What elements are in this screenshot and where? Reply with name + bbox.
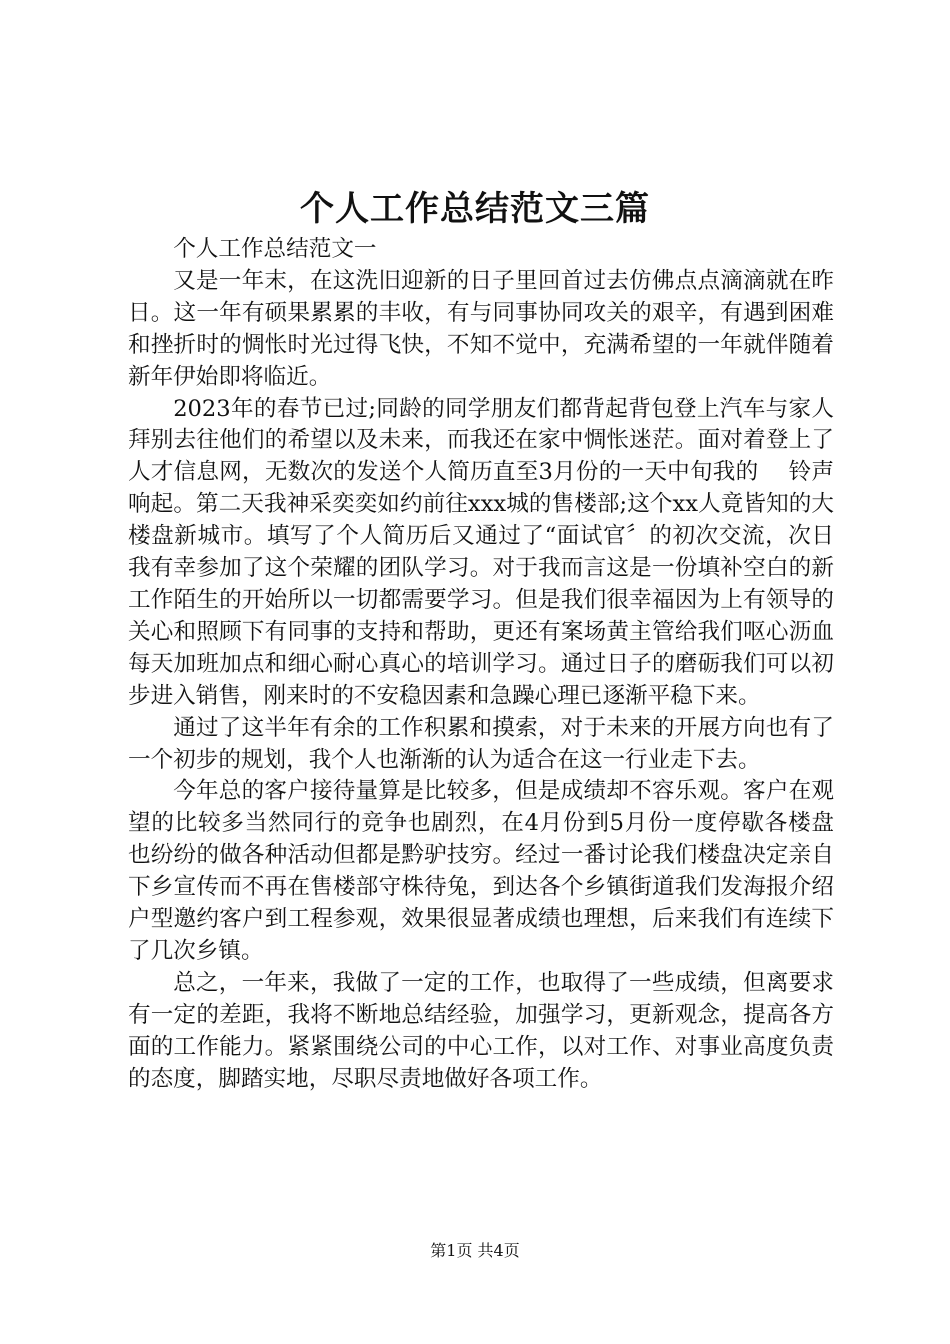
body-paragraph: 今年总的客户接待量算是比较多，但是成绩却不容乐观。客户在观望的比较多当然同行的竞争也剧烈，在4月份到5月份一度停歇各楼盘也纷纷的做各种活动但都是黔驴技穷。经过一番讨论我们楼盘决定亲自下乡宣传而不再在售楼部守株待兔，到达各个乡镇街道我们发海报介绍户型邀约客户到工程参观，效果很显著成绩也理想，后来我们有连续下了几次乡镇。 — [128, 778, 834, 964]
document-title: 个人工作总结范文三篇 — [300, 189, 650, 229]
document-body — [128, 234, 834, 1095]
body-paragraph: 2023年的春节已过;同龄的同学朋友们都背起背包登上汽车与家人拜别去往他们的希望以及未来，而我还在家中惆怅迷茫。面对着登上了人才信息网，无数次的发送个人简历直至3月份的一天中旬我的 铃声响起。第二天我神采奕奕如约前往xxx城的售楼部;这个xx人竟皆知的大楼盘新城市。填写了个人简历后又通过了“面试官〞的初次交流，次日我有幸参加了这个荣耀的团队学习。对于我而言这是一份填补空白的新工作陌生的开始所以一切都需要学习。但是我们很幸福因为上有领导的关心和照顾下有同事的支持和帮助，更还有案场黄主管给我们呕心沥血每天加班加点和细心耐心真心的培训学习。通过日子的磨砺我们可以初步进入销售，刚来时的不安稳因素和急躁心理已逐渐平稳下来。 — [128, 395, 834, 709]
body-paragraph: 通过了这半年有余的工作积累和摸索，对于未来的开展方向也有了一个初步的规划，我个人也渐渐的认为适合在这一行业走下去。 — [128, 714, 834, 773]
body-paragraph: 又是一年末，在这洗旧迎新的日子里回首过去仿佛点点滴滴就在昨日。这一年有硕果累累的丰收，有与同事协同攻关的艰辛，有遇到困难和挫折时的惆怅时光过得飞快，不知不觉中，充满希望的一年就伴随着新年伊始即将临近。 — [128, 267, 834, 390]
body-paragraph: 总之，一年来，我做了一定的工作，也取得了一些成绩，但离要求有一定的差距，我将不断地总结经验，加强学习，更新观念，提高各方面的工作能力。紧紧围绕公司的中心工作，以对工作、对事业高度负责的态度，脚踏实地，尽职尽责地做好各项工作。 — [128, 969, 834, 1092]
page-footer: 第1页 共4页 — [430, 1241, 520, 1260]
section-heading: 个人工作总结范文一 — [173, 236, 377, 262]
